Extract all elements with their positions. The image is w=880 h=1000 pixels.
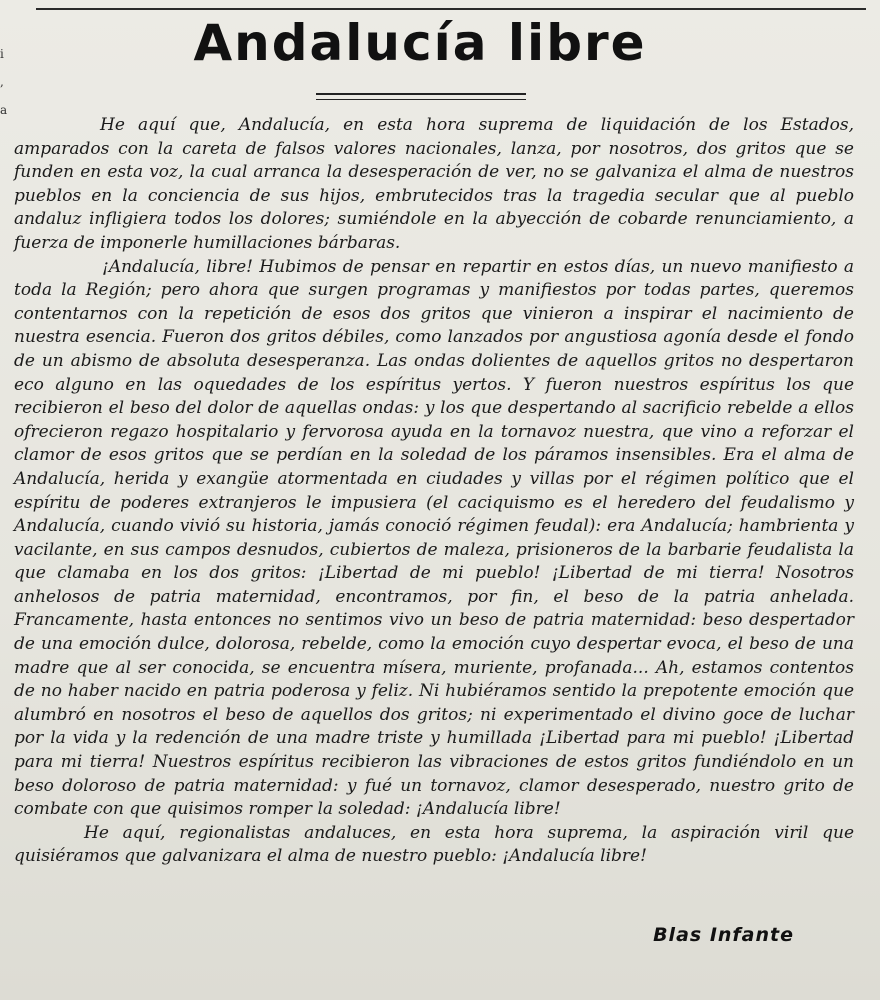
top-rule [36,8,866,10]
paragraph-closing: He aquí, regionalistas andaluces, en esta hora suprema, la aspiración viril que quisiéramos que galvanizara el alma de nuestro pueblo: ¡Andalucía libre! [14,822,854,867]
article-body [14,114,854,869]
paragraph-main: ¡Andalucía, libre! Hubimos de pensar en repartir en estos días, un nuevo manifiesto a toda la Región; pero ahora que surgen programas y manifiestos por todas partes, queremos contentarnos con la repetición de esos dos gritos que vinieron a inspirar el nacimiento de nuestra esencia. Fueron dos gritos débiles, como lanzados por angustiosa agonía desde el fondo de un abismo de absoluta desesperanza. Las ondas dolientes de aquellos gritos no despertaron eco alguno en las oquedades de los espíritus yertos. Y fueron nuestros espíritus los que recibieron el beso del dolor de aquellas ondas: y los que despertando al sacrificio rebelde a ellos ofrecieron regazo hospitalario y fervorosa ayuda en la tornavoz nuestra, que vino a reforzar el clamor de esos gritos que se perdían en la soledad de los páramos insensibles. Era el alma de Andalucía, herida y exangüe atormentada en ciudades y villas por el régimen político que el espíritu de poderes extranjeros le impusiera (el caciquismo es el heredero del feudalismo y Andalucía, cuando vivió su historia, jamás conoció régimen feudal): era Andalucía; hambrienta y vacilante, en sus campos desnudos, cubiertos de maleza, prisioneros de la barbarie feudalista la que clamaba en los dos gritos: ¡Libertad de mi pueblo! ¡Libertad de mi tierra! Nosotros anhelosos de patria maternidad, encontramos, por fin, el beso de la patria anhelada. Francamente, hasta entonces no sentimos vivo un beso de patria maternidad: beso despertador de una emoción dulce, dolorosa, rebelde, como la emoción cuyo despertar evoca, el beso de una madre que al ser conocida, se encuentra mísera, muriente, profanada... Ah, estamos contentos de no haber nacido en patria poderosa y feliz. Ni hubiéramos sentido la prepotente emoción que alumbró en nosotros el beso de aquellos dos gritos; ni experimentado el divino goce de luchar por la vida y la redención de una madre triste y humillada ¡Libertad para mi pueblo! ¡Libertad para mi tierra! Nuestros espíritus recibieron las vibraciones de estos gritos fundiéndolo en un beso doloroso de patria maternidad: y fué un tornavoz, clamor desesperado, nuestro grito de combate con que quisimos romper la soledad: ¡Andalucía libre! [14,256,854,820]
article-title: Andalucía libre [193,14,647,72]
title-underline [316,93,526,100]
margin-mark: i [0,47,4,61]
margin-mark: a [0,103,8,117]
margin-mark: , [0,75,4,89]
paragraph-intro: He aquí que, Andalucía, en esta hora suprema de liquidación de los Estados, amparados con la careta de falsos valores nacionales, lanza, por nosotros, dos gritos que se funden en esta voz, la cual arranca la desesperación de ver, no se galvaniza el alma de nuestros pueblos en la conciencia de sus hijos, embrutecidos tras la tragedia secular que al pueblo andaluz infligiera todos los dolores; sumiéndole en la abyección de cobarde renunciamiento, a fuerza de imponerle humillaciones bárbaras. [14,115,854,253]
author-signature: Blas Infante [653,924,794,946]
